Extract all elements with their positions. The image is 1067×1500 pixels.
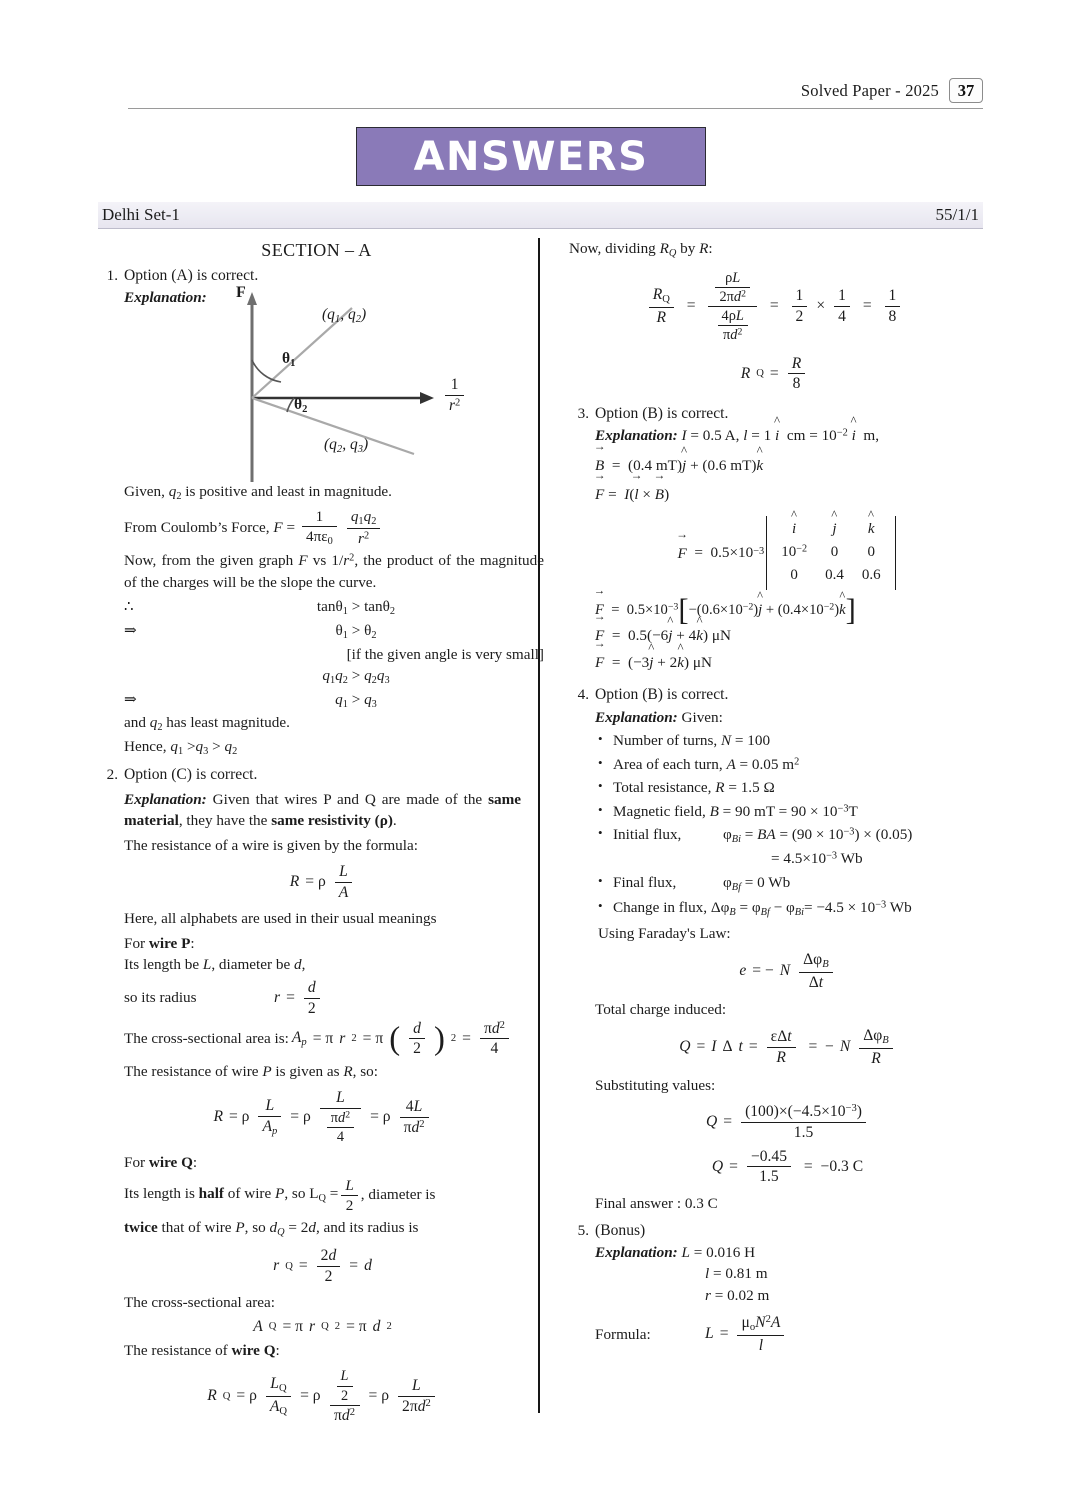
q4-eq-charge: Q = I Δ t = $\frac{\text{εΔt}}{R}$ = − N $\frac{\Delta\varphi_B}{R}$: [595, 1027, 980, 1067]
q4-substitute-label: Substituting values:: [595, 1076, 716, 1094]
paper-code: 55/1/1: [935, 205, 979, 224]
q4-given-word: Given:: [681, 708, 723, 726]
q3-eq-F4: F → = (−3j ^ + 2k ^) μN: [595, 650, 980, 674]
answer-heading: Option (C) is correct.: [124, 765, 258, 783]
q4-faraday-label: Using Faraday's Law:: [598, 924, 731, 942]
q4-eq-emf: e = − N $\frac{\Delta\varphi_B}{\Delta t}$: [595, 951, 980, 991]
q2-resQ-label: The resistance of wire Q:: [124, 1341, 280, 1359]
q2-formula-intro: The resistance of a wire is given by the formula:: [124, 836, 418, 854]
answer-heading: Option (B) is correct.: [595, 686, 729, 704]
right-column: [543, 238, 980, 1423]
answer-item-2: [98, 764, 521, 1432]
q2-eq-resistance: R = ρ $\frac{L}{A}$: [124, 863, 521, 901]
q2-lengthQ-line: Its length is half of wire P, so $L_Q$ = $\frac{L}{2}$ , diameter is: [124, 1176, 436, 1214]
list-item: • Initial flux, $\varphi_{Bi}$ = BA = $(90 \times 10^{-3}) \times (0.05)$ = $4.5\times 10^{-3}$ Wb: [611, 824, 980, 869]
q4-eq-substitute: Q = $\frac{(100)\times(-4.5\times 10^{-3})}{1.5}$: [595, 1103, 980, 1141]
q2-eq-areaQ: A Q = π r Q 2 = π d 2: [253, 1317, 392, 1335]
divide-intro: Now, dividing $R_Q$ by R:: [569, 240, 713, 259]
page-number-badge: 37: [949, 78, 983, 103]
q2-areaQ-label: The cross-sectional area:: [124, 1294, 275, 1312]
graph-y-axis-label: F: [236, 284, 246, 302]
paper-set-bar: [98, 202, 983, 229]
answer-item-3: [569, 403, 980, 677]
running-header: [128, 78, 983, 109]
q1-step-least: and $q_2$ has least magnitude.: [124, 714, 290, 734]
q2-alphabets-line: Here, all alphabets are used in their usual meanings: [124, 910, 437, 928]
explanation-label: Explanation:: [124, 790, 207, 808]
explanation-label: Explanation:: [595, 708, 678, 726]
answer-heading: Option (B) is correct.: [595, 404, 729, 422]
answer-number: 5.: [577, 1221, 589, 1239]
explanation-label: Explanation:: [595, 1243, 678, 1261]
answer-heading: (Bonus): [595, 1221, 646, 1239]
q2-for-wire-q: For wire Q:: [124, 1154, 198, 1172]
q5-given-l: l = 0.81 m: [705, 1265, 768, 1283]
q2-twiceQ-line: twice that of wire P, so $d_Q = 2d$, and its radius is: [124, 1218, 419, 1238]
left-column: [98, 238, 544, 1424]
q1-step-qq: $q_1q_2 > q_2q_3$: [322, 667, 390, 687]
running-header-title: Solved Paper - 2025: [800, 80, 939, 100]
q1-coulomb-line: From Coulomb’s Force, F = $\frac{1}{4\pi\varepsilon_0}$ $\frac{q_1q_2}{r^2}$: [124, 508, 544, 547]
q1-step-tan: ∴ tanθ$_1$ > tanθ$_2$: [124, 598, 396, 618]
answers-banner-label: ANSWERS: [413, 133, 649, 180]
answer-number: 4.: [577, 686, 589, 704]
explanation-label: Explanation:: [124, 288, 207, 306]
answer-number: 2.: [106, 765, 118, 783]
answer-heading: Option (A) is correct.: [124, 266, 259, 284]
q1-graph-paragraph: Now, from the given graph F vs $1/r^2$, the product of the magnitude of the charges will be the slope the curve.: [124, 552, 544, 591]
graph-theta2-label: $\theta_2$: [294, 396, 308, 416]
section-title: SECTION – A: [261, 240, 372, 260]
list-item: • Area of each turn, A = 0.05 $m^2$: [611, 754, 980, 776]
answers-banner: [356, 127, 706, 186]
q1-step-q: ⇒ $q_1 > q_3$: [124, 690, 377, 710]
answer-number: 3.: [577, 404, 589, 422]
answer-number: 1.: [106, 266, 118, 284]
answer-item-1: [98, 265, 544, 760]
q2-length-line: Its length be L, diameter be d,: [124, 956, 306, 974]
q3-eq-F2: F → = $0.5\times 10^{-3}[-(0.6\times 10^{-2})j$ ^ + $(0.4\times 10^{-2})k$ ^]: [595, 598, 980, 621]
q1-step-hence: Hence, $q_1 >q_3 > q_2$: [124, 737, 238, 757]
set-name: Delhi Set-1: [102, 205, 180, 224]
graph-line1-label: ($q_1$, $q_2$): [322, 306, 367, 326]
q3-given: Explanation: I = 0.5 A, l = 1 i ^ cm = $10^{-2}$ i ^ m,: [595, 425, 980, 447]
list-item: • Total resistance, R = 1.5 Ω: [611, 777, 980, 799]
q2-resP-intro: The resistance of wire P is given as R, so:: [124, 1062, 378, 1080]
list-item: • Number of turns, N = 100: [611, 730, 980, 752]
graph-x-axis-label: $\frac{1}{r^2}$: [442, 376, 467, 414]
q5-formula-row: Formula: L = $\frac{\mu_oN^2A}{l}$: [595, 1314, 980, 1354]
content-columns: [98, 238, 983, 1423]
graph-theta1-label: $\theta_1$: [282, 350, 296, 370]
q2-for-wire-p: For wire P:: [124, 934, 195, 952]
list-item: • Change in flux, $\Delta\varphi_B = \varphi_{Bf} - \varphi_{Bi}= -4.5 \times 10^{-3}$ Wb: [611, 897, 980, 921]
eq-RQ-result: R Q = $\frac{R}{8}$: [569, 355, 980, 393]
q1-step-note: [if the given angle is very small]: [346, 645, 544, 663]
q1-given-line: Given, $q_2$ is positive and least in magnitude.: [124, 483, 392, 503]
q2-explanation: Explanation: Given that wires P and Q are made of the same material, they have the same resistivity (ρ).: [124, 790, 521, 830]
q5-given-r: r = 0.02 m: [705, 1286, 770, 1304]
q2-eq-resQ: R Q = ρ $\frac{L_Q}{A_Q}$ = ρ $\frac{\frac{L}{2}}{\pi d^2}$ = ρ $\frac{L}{2\pi d^2}$: [124, 1368, 521, 1424]
q2-eq-rQ: r Q = $\frac{2d}{2}$ = d: [273, 1247, 372, 1285]
q4-given-bullets: [595, 730, 980, 921]
q3-eq-F: F → = I(l → × B →): [595, 482, 980, 506]
answer-item-4: [569, 684, 980, 1217]
q1-step-theta: ⇒ $\theta_1 > \theta_2$: [124, 622, 377, 641]
determinant-matrix: i ^ j ^ k ^ $10^{-2}$ 0 0 0 0.4 0.6: [766, 516, 895, 590]
q2-radius-line: so its radius r = $\frac{d}{2}$: [124, 979, 521, 1017]
answer-item-5: [569, 1220, 980, 1358]
q3-determinant-eq: F → = 0.5×10 −3 i ^ j ^ k ^ $10^{-2}$ 0 0 0 0.4 0.6: [595, 516, 980, 590]
q4-given-label: [595, 707, 980, 729]
q3-eq-F3: F → = 0.5(−6j ^ + 4k ^) μN: [595, 623, 980, 647]
q4-final-answer: Final answer : 0.3 C: [595, 1194, 718, 1212]
q5-formula-label: Formula:: [595, 1325, 651, 1343]
eq-divide-RQ-R: $\frac{R_Q}{R}$ = $\frac{\frac{\rho L}{2\pi d^2}}{\frac{4\rho L}{\pi d^2}}$ = $\frac{1}{2}$ × $\frac{1}{4}$ = $\frac{1}{8}$: [569, 270, 980, 343]
q4-charge-label: Total charge induced:: [595, 1000, 727, 1018]
q2-eq-resP: R = ρ $\frac{L}{A_p}$ = ρ $\frac{L}{\frac{\pi d^2}{4}}$ = ρ $\frac{4L}{\pi d^2}$: [124, 1089, 521, 1145]
q2-area-line: The cross-sectional area is: $A_p$ = π r 2 = π ( $\frac{d}{2}$ ) 2 = $\frac{\pi d^2}{4}$: [124, 1020, 521, 1058]
list-item: • Final flux, $\varphi_{Bf} = 0$ Wb: [611, 872, 980, 896]
explanation-label: Explanation:: [595, 426, 678, 444]
list-item: • Magnetic field, B = 90 mT = $90 \times 10^{-3}T$: [611, 801, 980, 823]
graph-line2-label: ($q_2$, $q_3$): [324, 436, 369, 456]
q5-given-L: Explanation: L = 0.016 H: [595, 1243, 756, 1261]
q4-eq-final: Q = $\frac{-0.45}{1.5}$ = −0.3 C: [711, 1148, 864, 1186]
force-vs-inverse-r-squared-graph: [124, 286, 544, 478]
q3-eq-B: B → = (0.4 mT)j ^ + (0.6 mT)k ^: [595, 453, 980, 477]
